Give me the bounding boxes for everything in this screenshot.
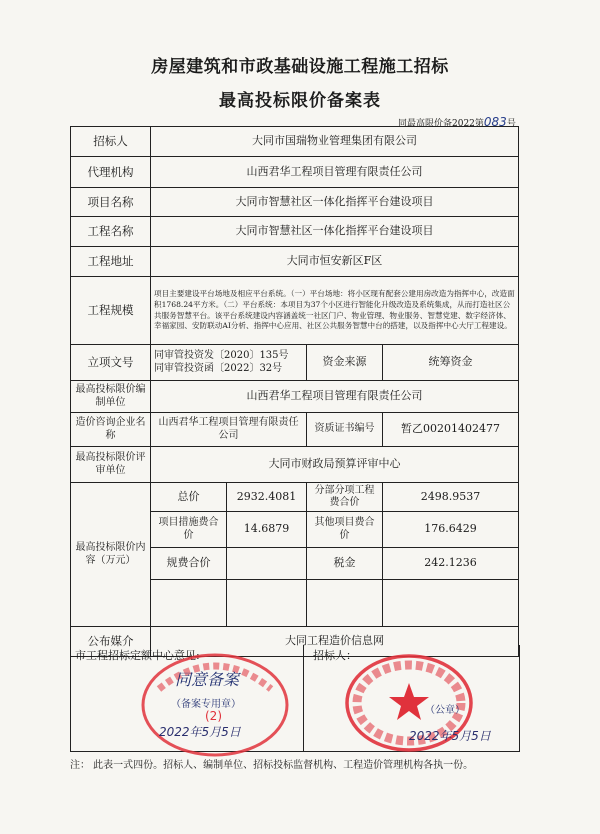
row-approval [71, 345, 519, 381]
row-project [71, 188, 519, 217]
approval-value [151, 345, 307, 381]
agency-label: 代理机构 [71, 157, 151, 188]
other-label: 其他项目费合价 [307, 512, 383, 548]
project-label: 项目名称 [71, 188, 151, 217]
approval-handwriting: 同意备案 [175, 670, 240, 689]
tenderer-sign-date: 2022年5月5日 [409, 729, 491, 743]
doc-no-prefix: 同最高限价备2022第 [398, 119, 484, 129]
scale-label: 工程规模 [71, 277, 151, 345]
row-works [71, 217, 519, 247]
title-line-2: 最高投标限价备案表 [219, 91, 381, 111]
tenderer-sign-title: 招标人： [313, 649, 357, 662]
compiler-label: 最高投标限价编制单位 [71, 381, 151, 413]
cert-label: 资质证书编号 [307, 413, 383, 447]
tenderer-value: 大同市国瑞物业管理集团有限公司 [151, 127, 519, 157]
measures-label: 项目措施费合价 [151, 512, 227, 548]
review-label: 最高投标限价评审单位 [71, 447, 151, 483]
filing-seal-number: (2) [205, 709, 222, 723]
company-seal-note: （公章） [425, 705, 465, 716]
cert-value: 暂乙00201402477 [383, 413, 519, 447]
other-value: 176.6429 [383, 512, 519, 548]
blank-cell [227, 580, 307, 627]
address-label: 工程地址 [71, 247, 151, 277]
compiler-value: 山西君华工程项目管理有限责任公司 [151, 381, 519, 413]
review-value: 大同市财政局预算评审中心 [151, 447, 519, 483]
tax-value: 242.1236 [383, 548, 519, 580]
approval-value-1: 同审管投资发〔2020〕135号 [154, 350, 289, 361]
total-label: 总价 [151, 483, 227, 512]
consult-value: 山西君华工程项目管理有限责任公司 [151, 413, 307, 447]
media-label: 公布媒介 [71, 627, 151, 657]
measures-value: 14.6879 [227, 512, 307, 548]
row-address [71, 247, 519, 277]
footer-note: 注： 此表一式四份。招标人、编制单位、招标投标监督机构、工程造价管理机构各执一份。 [70, 760, 474, 771]
blank-cell [383, 580, 519, 627]
blank-cell [151, 580, 227, 627]
total-value: 2932.4081 [227, 483, 307, 512]
row-tenderer [71, 127, 519, 157]
row-scale [71, 277, 519, 345]
approval-value-2: 同审管投资函〔2022〕32号 [154, 362, 283, 374]
project-value: 大同市智慧社区一体化指挥平台建设项目 [151, 188, 519, 217]
tenderer-label: 招标人 [71, 127, 151, 157]
row-agency [71, 157, 519, 188]
row-compiler [71, 381, 519, 413]
signature-divider [303, 645, 304, 751]
doc-no-suffix: 号 [506, 119, 516, 129]
doc-no-handwritten: 083 [483, 115, 507, 129]
fees-label: 规费合价 [151, 548, 227, 580]
subitem-label: 分部分项工程费合价 [307, 483, 383, 512]
blank-cell [307, 580, 383, 627]
signature-area [70, 645, 520, 752]
fund-source-label: 资金来源 [307, 345, 383, 381]
filing-table [70, 126, 519, 657]
row-consult [71, 413, 519, 447]
works-label: 工程名称 [71, 217, 151, 247]
tax-label: 税金 [307, 548, 383, 580]
title-line-1: 房屋建筑和市政基础设施工程施工招标 [151, 57, 449, 77]
media-value: 大同工程造价信息网 [151, 627, 519, 657]
consult-label: 造价咨询企业名称 [71, 413, 151, 447]
address-value: 大同市恒安新区F区 [151, 247, 519, 277]
center-opinion-title: 市工程招标定额中心意见: [75, 649, 200, 662]
subitem-value: 2498.9537 [383, 483, 519, 512]
works-value: 大同市智慧社区一体化指挥平台建设项目 [151, 217, 519, 247]
fund-source-value: 统筹资金 [383, 345, 519, 381]
row-total [71, 483, 519, 512]
fees-value [227, 548, 307, 580]
approval-label: 立项文号 [71, 345, 151, 381]
scale-value: 项目主要建设平台场地及相应平台系统。（一）平台场地：将小区现有配套公建用房改造为指挥中心，改造面积1768.24平方米。（二）平台系统：本项目为37个小区进行智能化升级改造及系统集成，从而打造社区公共服务智慧平台。该平台系统建设内容涵盖统一社区门户、物业管理、物业服务、智慧党建、数字经济体、幸福家园、安防联动AI分析、指挥中心应用、社区公共服务智慧中台的搭建，以及指挥中心大厅工程建设。 [151, 277, 519, 345]
row-review [71, 447, 519, 483]
filing-seal-note: （备案专用章） [171, 699, 241, 710]
content-label: 最高投标限价内容（万元） [71, 483, 151, 627]
agency-value: 山西君华工程项目管理有限责任公司 [151, 157, 519, 188]
center-sign-date: 2022年5月5日 [159, 725, 241, 739]
